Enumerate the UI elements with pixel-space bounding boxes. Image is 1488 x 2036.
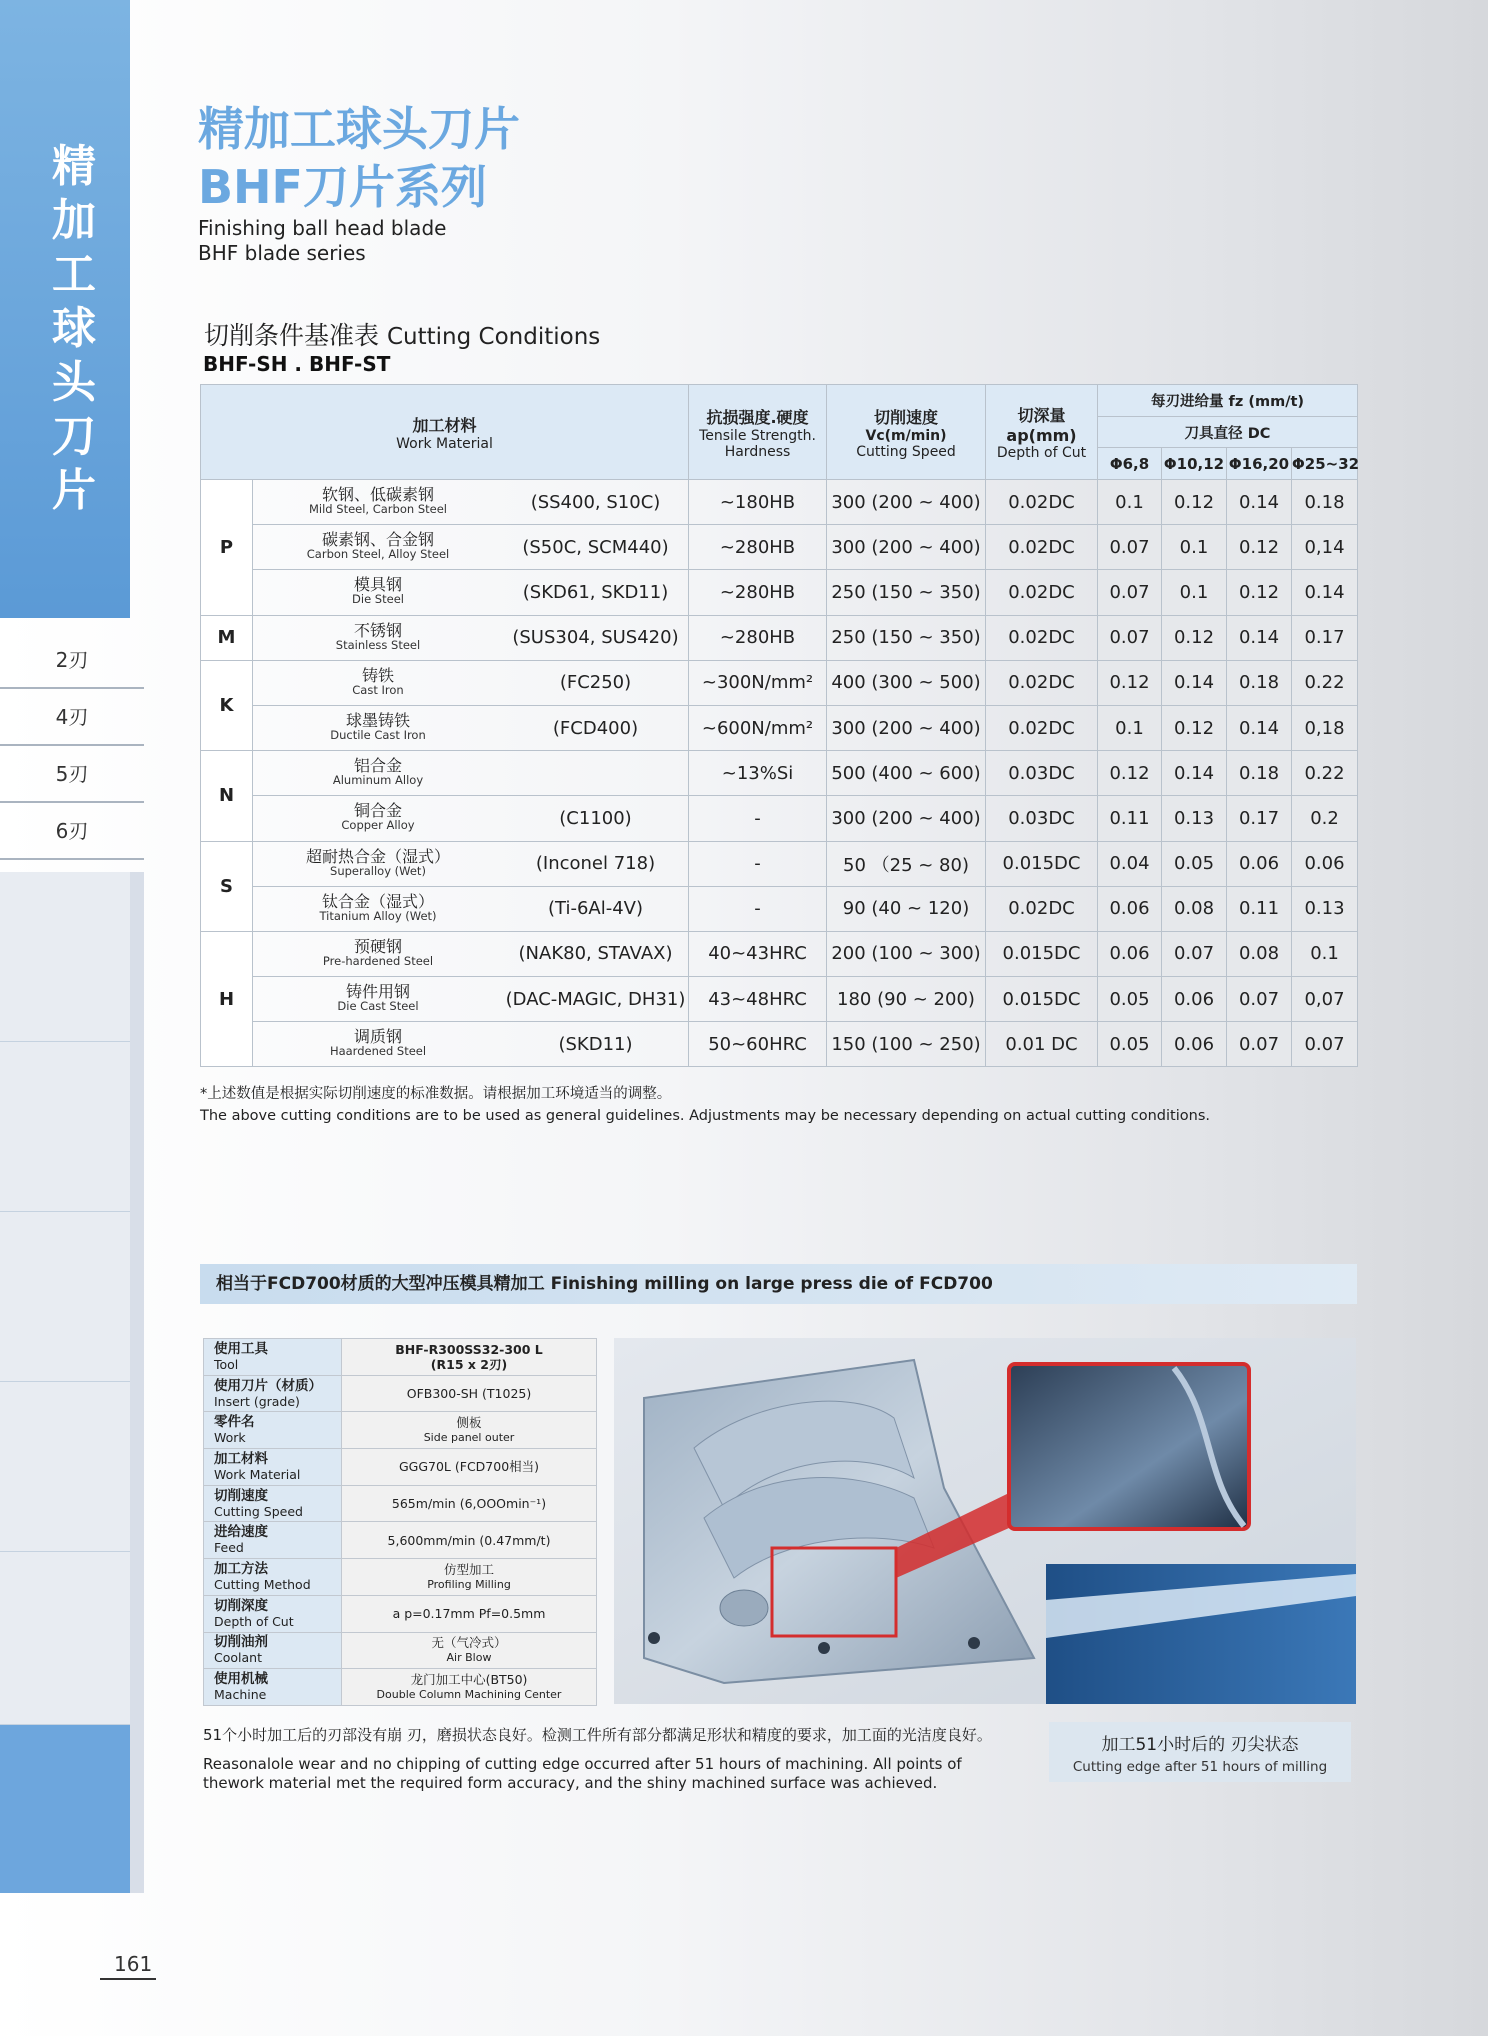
speed-cell: 250 (150 ~ 350)	[827, 615, 986, 660]
speed-cell: 150 (100 ~ 250)	[827, 1022, 986, 1067]
material-grade: (C1100)	[559, 807, 632, 829]
material-name-en: Pre-hardened Steel	[322, 953, 434, 968]
spec-key-en: Machine	[214, 1687, 267, 1703]
spec-row	[204, 1632, 597, 1669]
spec-value: 5,600mm/min (0.47mm/t)	[387, 1532, 551, 1548]
sidebar-stripe	[0, 1212, 130, 1382]
speed-cell: 300 (200 ~ 400)	[827, 525, 986, 570]
spec-key-en: Tool	[214, 1356, 239, 1372]
hardness-cell: ~280HB	[689, 615, 827, 660]
page-title	[198, 100, 520, 216]
cutting-conditions-body	[201, 480, 1358, 1067]
die-pocket	[720, 1590, 768, 1626]
material-cell	[253, 796, 689, 841]
material-name-en: Mild Steel, Carbon Steel	[309, 502, 447, 517]
spec-value: 无（气冷式）	[431, 1635, 507, 1651]
feed-cell: 0.06	[1227, 841, 1292, 886]
cutting-conditions-title-en: Cutting Conditions	[386, 324, 601, 350]
sidebar-stripe	[0, 872, 130, 1042]
feed-cell: 0.1	[1162, 525, 1227, 570]
hardness-cell: -	[689, 796, 827, 841]
spec-row	[204, 1449, 597, 1486]
sidebar-tab-label: 5刃	[55, 762, 89, 786]
case-result-text	[203, 1726, 1033, 1793]
hardness-cell: ~280HB	[689, 525, 827, 570]
material-cell	[253, 480, 689, 525]
feed-cell: 0.07	[1227, 977, 1292, 1022]
spec-row	[204, 1485, 597, 1522]
header-material-en: Work Material	[396, 435, 493, 452]
case-spec-table	[203, 1338, 597, 1706]
feed-cell: 0.1	[1292, 931, 1358, 976]
feed-cell: 0.13	[1162, 796, 1227, 841]
speed-cell: 90 (40 ~ 120)	[827, 886, 986, 931]
depth-cell: 0.03DC	[986, 751, 1098, 796]
header-depth	[986, 385, 1098, 480]
spec-key	[204, 1559, 342, 1596]
spec-key-en: Coolant	[214, 1650, 262, 1666]
condition-row	[201, 751, 1358, 796]
material-grade: (S50C, SCM440)	[522, 536, 669, 558]
spec-key-cn: 使用刀片（材质）	[214, 1377, 322, 1394]
spec-value-sub: Double Column Machining Center	[376, 1688, 562, 1702]
depth-cell: 0.02DC	[986, 525, 1098, 570]
material-name-en: Stainless Steel	[335, 637, 421, 652]
spec-row	[204, 1412, 597, 1449]
feed-cell: 0.12	[1098, 660, 1162, 705]
spec-row	[204, 1559, 597, 1596]
speed-cell: 300 (200 ~ 400)	[827, 796, 986, 841]
header-feed: 每刃进给量 fz (mm/t)	[1098, 385, 1358, 417]
spec-value-cell	[342, 1375, 597, 1412]
spec-key-cn: 切削油剂	[214, 1634, 268, 1651]
table-note-cn: *上述数值是根据实际切削速度的标准数据。请根据加工环境适当的调整。	[200, 1086, 672, 1102]
material-name-en: Titanium Alloy (Wet)	[319, 908, 437, 923]
spec-key-cn: 加工材料	[214, 1450, 268, 1467]
header-diameter-10-12: Φ10,12	[1162, 448, 1227, 480]
spec-value: 565m/min (6,OOOmin⁻¹)	[391, 1496, 547, 1512]
material-name-cn: 钛合金（湿式）	[321, 891, 434, 911]
spec-key-cn: 使用机械	[214, 1671, 268, 1688]
material-group-code: K	[201, 660, 253, 750]
material-name-cn: 调质钢	[353, 1027, 402, 1047]
sidebar-bottom-block	[0, 1725, 130, 1893]
feed-cell: 0.12	[1227, 570, 1292, 615]
condition-row	[201, 796, 1358, 841]
depth-cell: 0.015DC	[986, 931, 1098, 976]
feed-cell: 0.11	[1098, 796, 1162, 841]
condition-row	[201, 841, 1358, 886]
feed-cell: 0.14	[1227, 480, 1292, 525]
condition-row	[201, 480, 1358, 525]
feed-cell: 0.22	[1292, 751, 1358, 796]
feed-cell: 0.07	[1292, 1022, 1358, 1067]
feed-cell: 0.13	[1292, 886, 1358, 931]
material-name-cn: 碳素钢、合金钢	[321, 530, 434, 550]
sidebar-title-block	[0, 0, 130, 618]
depth-cell: 0.015DC	[986, 841, 1098, 886]
feed-cell: 0.12	[1162, 705, 1227, 750]
spec-value-sub: Side panel outer	[423, 1431, 515, 1445]
sidebar-stripe	[0, 1042, 130, 1212]
spec-value: 龙门加工中心(BT50)	[410, 1672, 528, 1688]
sidebar-title: 精加工球头刀片	[52, 141, 96, 516]
material-grade: (SKD11)	[558, 1033, 633, 1055]
feed-cell: 0.11	[1227, 886, 1292, 931]
spec-value: a p=0.17mm Pf=0.5mm	[392, 1606, 546, 1622]
depth-cell: 0.02DC	[986, 705, 1098, 750]
material-cell	[253, 977, 689, 1022]
feed-cell: 0.22	[1292, 660, 1358, 705]
feed-cell: 0.14	[1227, 705, 1292, 750]
feed-cell: 0.07	[1227, 1022, 1292, 1067]
condition-row	[201, 705, 1358, 750]
material-grade: (DAC-MAGIC, DH31)	[505, 988, 686, 1010]
depth-cell: 0.03DC	[986, 796, 1098, 841]
feed-cell: 0.18	[1292, 480, 1358, 525]
table-note	[200, 1083, 1210, 1127]
material-group-code: H	[201, 931, 253, 1067]
spec-value: 侧板	[456, 1415, 482, 1431]
spec-key	[204, 1485, 342, 1522]
material-name-en: Aluminum Alloy	[332, 773, 424, 788]
feed-cell: 0.07	[1098, 525, 1162, 570]
condition-row	[201, 886, 1358, 931]
sidebar-tab-4-flute[interactable]	[0, 689, 144, 746]
cutting-conditions-title-cn: 切削条件基准表	[204, 321, 380, 350]
cutting-conditions-title	[204, 316, 600, 352]
header-diameter-16-20: Φ16,20	[1227, 448, 1292, 480]
sidebar-tab-label: 6刃	[55, 819, 89, 843]
header-material-cn: 加工材料	[412, 415, 477, 435]
spec-row	[204, 1339, 597, 1376]
case-spec-body	[204, 1339, 597, 1706]
material-name-cn: 模具钢	[353, 575, 402, 595]
hardness-cell: ~300N/mm²	[689, 660, 827, 705]
page-subtitle-line2: BHF blade series	[198, 241, 366, 265]
spec-key-en: Insert (grade)	[214, 1393, 300, 1409]
cutting-edge-caption	[1049, 1722, 1351, 1782]
cutting-conditions-series: BHF-SH . BHF-ST	[203, 352, 391, 376]
feed-cell: 0.18	[1227, 751, 1292, 796]
speed-cell: 300 (200 ~ 400)	[827, 480, 986, 525]
hardness-cell: 40~43HRC	[689, 931, 827, 976]
material-cell	[253, 525, 689, 570]
case-result-en-line1: Reasonalole wear and no chipping of cutting edge occurred after 51 hours of machining. All points of	[203, 1755, 962, 1773]
material-cell	[253, 886, 689, 931]
header-depth-en: Depth of Cut	[996, 445, 1087, 461]
depth-cell: 0.02DC	[986, 570, 1098, 615]
spec-key	[204, 1339, 342, 1376]
material-group-code: M	[201, 615, 253, 660]
header-speed-unit: Vc(m/min)	[865, 427, 947, 444]
feed-cell: 0.06	[1292, 841, 1358, 886]
condition-row	[201, 615, 1358, 660]
material-cell	[253, 570, 689, 615]
hardness-cell: ~600N/mm²	[689, 705, 827, 750]
spec-value-sub: Profiling Milling	[427, 1577, 511, 1591]
sidebar-stripe	[0, 1382, 130, 1552]
material-name-cn: 预硬钢	[353, 936, 402, 956]
spec-row	[204, 1595, 597, 1632]
spec-value-cell	[342, 1595, 597, 1632]
spec-key	[204, 1449, 342, 1486]
feed-cell: 0.1	[1098, 705, 1162, 750]
spec-value-cell	[342, 1412, 597, 1449]
material-grade: (Inconel 718)	[535, 853, 656, 875]
material-name-cn: 铸件用钢	[345, 982, 410, 1002]
material-name-cn: 铝合金	[353, 756, 402, 776]
feed-cell: 0.12	[1162, 480, 1227, 525]
material-group-code: P	[201, 480, 253, 616]
header-speed-en: Cutting Speed	[856, 443, 956, 460]
speed-cell: 400 (300 ~ 500)	[827, 660, 986, 705]
material-grade: (FCD400)	[552, 717, 639, 739]
speed-cell: 500 (400 ~ 600)	[827, 751, 986, 796]
die-bolt-hole	[818, 1642, 830, 1654]
feed-cell: 0.04	[1098, 841, 1162, 886]
page-subtitle-line1: Finishing ball head blade	[198, 216, 447, 240]
material-grade: (NAK80, STAVAX)	[518, 943, 673, 965]
die-bolt-hole	[648, 1632, 660, 1644]
hardness-cell: 43~48HRC	[689, 977, 827, 1022]
hardness-cell: -	[689, 886, 827, 931]
spec-key-en: Work Material	[214, 1466, 301, 1482]
spec-value-sub: (R15 x 2刃)	[430, 1356, 508, 1372]
spec-key-cn: 零件名	[214, 1414, 255, 1431]
feed-cell: 0.18	[1227, 660, 1292, 705]
feed-cell: 0.14	[1292, 570, 1358, 615]
material-name-cn: 不锈钢	[353, 620, 402, 640]
spec-value: OFB300-SH (T1025)	[406, 1386, 532, 1402]
header-diameter: 刀具直径 DC	[1098, 417, 1358, 448]
feed-cell: 0.05	[1098, 977, 1162, 1022]
speed-cell: 200 (100 ~ 300)	[827, 931, 986, 976]
feed-cell: 0.06	[1162, 1022, 1227, 1067]
spec-row	[204, 1522, 597, 1559]
condition-row	[201, 525, 1358, 570]
spec-key-en: Cutting Speed	[214, 1503, 303, 1519]
header-material	[201, 385, 689, 480]
sidebar-tab-6-flute[interactable]	[0, 803, 144, 860]
feed-cell: 0.12	[1098, 751, 1162, 796]
depth-cell: 0.02DC	[986, 480, 1098, 525]
case-result-en-line2: thework material met the required form accuracy, and the shiny machined surface was achieved.	[203, 1774, 938, 1792]
feed-cell: 0.08	[1162, 886, 1227, 931]
hardness-cell: ~13%Si	[689, 751, 827, 796]
spec-value: GGG70L (FCD700相当)	[398, 1459, 540, 1475]
material-grade: (SUS304, SUS420)	[512, 627, 679, 649]
header-hardness	[689, 385, 827, 480]
spec-key	[204, 1669, 342, 1706]
spec-key-en: Cutting Method	[214, 1576, 311, 1592]
material-name-en: Haardened Steel	[329, 1044, 427, 1059]
spec-key-cn: 加工方法	[214, 1560, 268, 1577]
spec-row	[204, 1375, 597, 1412]
feed-cell: 0.07	[1162, 931, 1227, 976]
feed-cell: 0.14	[1162, 751, 1227, 796]
feed-cell: 0.07	[1098, 570, 1162, 615]
material-name-en: Copper Alloy	[341, 818, 415, 833]
feed-cell: 0.17	[1292, 615, 1358, 660]
spec-row	[204, 1669, 597, 1706]
condition-row	[201, 570, 1358, 615]
feed-cell: 0.17	[1227, 796, 1292, 841]
depth-cell: 0.02DC	[986, 886, 1098, 931]
feed-cell: 0.05	[1098, 1022, 1162, 1067]
material-grade: (SS400, S10C)	[530, 491, 661, 513]
material-cell	[253, 751, 689, 796]
material-name-cn: 铜合金	[353, 801, 402, 821]
header-hardness-en: Hardness	[724, 443, 791, 460]
spec-key	[204, 1632, 342, 1669]
material-grade: (SKD61, SKD11)	[522, 581, 669, 603]
cutting-conditions-table	[200, 384, 1358, 1067]
material-name-cn: 球墨铸铁	[345, 711, 410, 731]
header-speed-cn: 切削速度	[873, 407, 938, 427]
page-title-series: BHF刀片系列	[198, 160, 487, 214]
material-grade: (Ti-6Al-4V)	[547, 898, 643, 920]
material-cell	[253, 615, 689, 660]
spec-value-cell	[342, 1522, 597, 1559]
spec-value-cell	[342, 1339, 597, 1376]
case-study-title: 相当于FCD700材质的大型冲压模具精加工 Finishing milling on large press die of FCD700	[200, 1264, 1357, 1304]
material-group-code: S	[201, 841, 253, 931]
spec-key-en: Depth of Cut	[214, 1613, 294, 1629]
hardness-cell: -	[689, 841, 827, 886]
material-cell	[253, 841, 689, 886]
hardness-cell: ~180HB	[689, 480, 827, 525]
speed-cell: 180 (90 ~ 200)	[827, 977, 986, 1022]
sidebar-stripe	[0, 1552, 130, 1725]
zoom-detail-image	[1009, 1364, 1249, 1529]
feed-cell: 0,18	[1292, 705, 1358, 750]
spec-value: 仿型加工	[443, 1561, 494, 1577]
feed-cell: 0.05	[1162, 841, 1227, 886]
feed-cell: 0.08	[1227, 931, 1292, 976]
spec-key	[204, 1412, 342, 1449]
feed-cell: 0.12	[1227, 525, 1292, 570]
feed-cell: 0.06	[1098, 931, 1162, 976]
sidebar-tab-2-flute[interactable]	[0, 632, 144, 689]
feed-cell: 0,07	[1292, 977, 1358, 1022]
spec-key-en: Work	[214, 1430, 246, 1446]
feed-cell: 0.14	[1162, 660, 1227, 705]
feed-cell: 0.1	[1162, 570, 1227, 615]
spec-value-cell	[342, 1632, 597, 1669]
spec-key-cn: 进给速度	[214, 1524, 268, 1541]
caption-cn: 加工51小时后的 刃尖状态	[1101, 1735, 1299, 1755]
header-hardness-en: Tensile Strength.	[699, 427, 816, 444]
material-name-en: Die Steel	[352, 592, 404, 607]
header-diameter-6-8: Φ6,8	[1098, 448, 1162, 480]
material-name-cn: 软钢、低碳素钢	[321, 485, 434, 505]
spec-value-cell	[342, 1559, 597, 1596]
feed-cell: 0.1	[1098, 480, 1162, 525]
feed-cell: 0.2	[1292, 796, 1358, 841]
header-diameter-25-32: Φ25~32	[1292, 448, 1358, 480]
spec-key-cn: 切削速度	[214, 1487, 268, 1504]
hardness-cell: ~280HB	[689, 570, 827, 615]
material-name-en: Ductile Cast Iron	[330, 728, 426, 743]
machined-die-photo	[614, 1338, 1356, 1704]
feed-cell: 0,14	[1292, 525, 1358, 570]
material-name-en: Die Cast Steel	[337, 999, 419, 1014]
spec-key	[204, 1522, 342, 1559]
spec-key-cn: 使用工具	[214, 1340, 268, 1357]
spec-value-cell	[342, 1485, 597, 1522]
hardness-cell: 50~60HRC	[689, 1022, 827, 1067]
material-name-en: Carbon Steel, Alloy Steel	[306, 547, 450, 562]
material-cell	[253, 1022, 689, 1067]
depth-cell: 0.015DC	[986, 977, 1098, 1022]
feed-cell: 0.07	[1098, 615, 1162, 660]
header-speed	[827, 385, 986, 480]
page-title-cn: 精加工球头刀片	[198, 102, 520, 156]
material-name-cn: 超耐热合金（湿式）	[305, 846, 450, 866]
feed-cell: 0.12	[1162, 615, 1227, 660]
spec-key-cn: 切削深度	[214, 1597, 268, 1614]
table-note-en: The above cutting conditions are to be used as general guidelines. Adjustments may be necessary depending on actual cutting conditions.	[200, 1108, 1210, 1124]
material-cell	[253, 705, 689, 750]
speed-cell: 300 (200 ~ 400)	[827, 705, 986, 750]
feed-cell: 0.06	[1098, 886, 1162, 931]
spec-key	[204, 1375, 342, 1412]
spec-value-sub: Air Blow	[446, 1651, 492, 1665]
speed-cell: 50 （25 ~ 80)	[827, 841, 986, 886]
page-number: 161	[114, 1952, 153, 1976]
die-bolt-hole	[968, 1637, 980, 1649]
condition-row	[201, 931, 1358, 976]
material-cell	[253, 931, 689, 976]
material-name-cn: 铸铁	[361, 665, 394, 685]
sidebar-tab-5-flute[interactable]	[0, 746, 144, 803]
header-depth-cn: 切深量	[1017, 406, 1066, 425]
depth-cell: 0.01 DC	[986, 1022, 1098, 1067]
page-subtitle	[198, 216, 446, 266]
feed-cell: 0.06	[1162, 977, 1227, 1022]
spec-key	[204, 1595, 342, 1632]
spec-value: BHF-R300SS32-300 L	[395, 1341, 543, 1357]
condition-row	[201, 1022, 1358, 1067]
sidebar-tab-label: 4刃	[55, 705, 89, 729]
sidebar-edge	[130, 872, 144, 1893]
condition-row	[201, 977, 1358, 1022]
sidebar-tab-label: 2刃	[55, 648, 89, 672]
sidebar	[0, 0, 146, 2036]
spec-value-cell	[342, 1449, 597, 1486]
depth-cell: 0.02DC	[986, 615, 1098, 660]
caption-en: Cutting edge after 51 hours of milling	[1072, 1759, 1328, 1775]
speed-cell: 250 (150 ~ 350)	[827, 570, 986, 615]
material-group-code: N	[201, 751, 253, 841]
feed-cell: 0.14	[1227, 615, 1292, 660]
header-hardness-cn: 抗损强度.硬度	[706, 407, 809, 427]
depth-cell: 0.02DC	[986, 660, 1098, 705]
material-name-en: Superalloy (Wet)	[330, 863, 426, 878]
header-depth-unit: ap(mm)	[1006, 426, 1077, 445]
page-number-rule	[100, 1978, 156, 1980]
case-result-cn: 51个小时加工后的刃部没有崩 刃，磨损状态良好。检测工件所有部分都满足形状和精度的要求，加工面的光洁度良好。	[203, 1726, 992, 1744]
material-grade: (FC250)	[559, 672, 632, 694]
material-cell	[253, 660, 689, 705]
spec-value-cell	[342, 1669, 597, 1706]
condition-row	[201, 660, 1358, 705]
spec-key-en: Feed	[214, 1540, 244, 1556]
material-name-en: Cast Iron	[352, 682, 404, 697]
